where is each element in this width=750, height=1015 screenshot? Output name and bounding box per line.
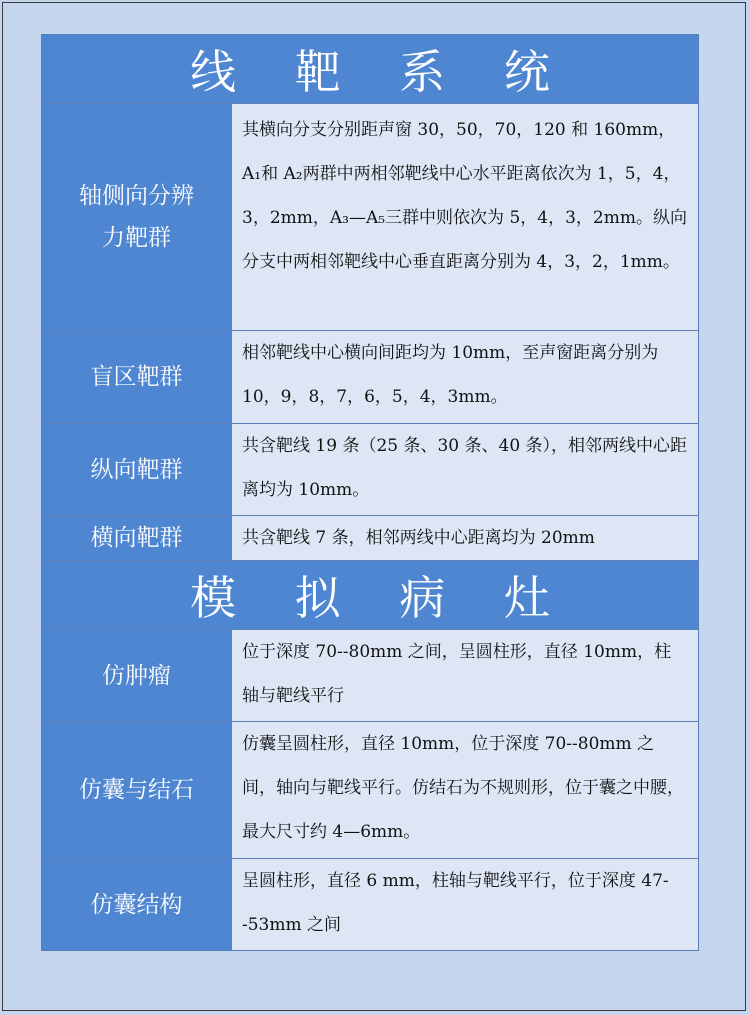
row-label: 仿囊结构 — [42, 859, 232, 951]
section-title-line-target: 线 靶 系 统 — [42, 35, 699, 104]
section-header-row — [42, 561, 699, 630]
row-label: 横向靶群 — [42, 516, 232, 561]
row-description: 位于深度 70--80mm 之间，呈圆柱形，直径 10mm，柱轴与靶线平行 — [232, 630, 699, 722]
row-description: 其横向分支分别距声窗 30，50，70，120 和 160mm，A₁和 A₂两群中两相邻靶线中心水平距离依次为 1，5，4，3，2mm，A₃—A₅三群中则依次为 5，4，3，2mm。纵向分支中两相邻靶线中心垂直距离分别为 4，3，2，1mm。 — [232, 104, 699, 331]
table-row — [42, 516, 699, 561]
spec-table — [41, 34, 699, 951]
table-row — [42, 722, 699, 859]
row-label: 纵向靶群 — [42, 424, 232, 516]
table-row — [42, 424, 699, 516]
section-title-simulated-lesion: 模 拟 病 灶 — [42, 561, 699, 630]
row-label: 仿囊与结石 — [42, 722, 232, 859]
row-description: 呈圆柱形，直径 6 mm，柱轴与靶线平行，位于深度 47--53mm 之间 — [232, 859, 699, 951]
table-row — [42, 630, 699, 722]
row-description: 共含靶线 19 条（25 条、30 条、40 条），相邻两线中心距离均为 10mm。 — [232, 424, 699, 516]
table-row — [42, 104, 699, 331]
row-label: 仿肿瘤 — [42, 630, 232, 722]
row-description: 共含靶线 7 条，相邻两线中心距离均为 20mm — [232, 516, 699, 561]
section-header-row — [42, 35, 699, 104]
row-description: 相邻靶线中心横向间距均为 10mm，至声窗距离分别为 10，9，8，7，6，5，4，3mm。 — [232, 331, 699, 424]
row-description: 仿囊呈圆柱形，直径 10mm，位于深度 70--80mm 之间，轴向与靶线平行。仿结石为不规则形，位于囊之中腰，最大尺寸约 4—6mm。 — [232, 722, 699, 859]
row-label: 轴侧向分辨力靶群 — [42, 104, 232, 331]
table-row — [42, 859, 699, 951]
table-row — [42, 331, 699, 424]
row-label: 盲区靶群 — [42, 331, 232, 424]
